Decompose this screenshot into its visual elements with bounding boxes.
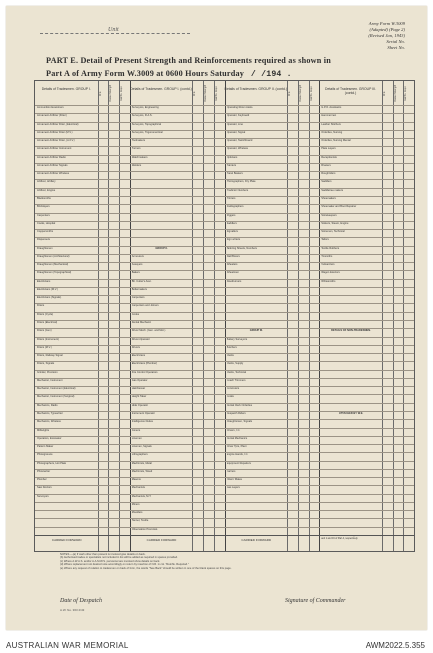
row-line <box>35 312 414 313</box>
trade-cell: Armament Artificer Fitter (M.V.) <box>37 130 73 134</box>
row-line <box>35 122 414 123</box>
trade-cell: Woodturners <box>226 279 242 283</box>
row-line <box>35 378 414 379</box>
row-line <box>35 403 414 404</box>
subcolumn-heading <box>393 81 404 106</box>
trade-cell: Bakers <box>131 271 140 275</box>
trade-cell: Draughtsmen (Mechanical) <box>37 263 69 267</box>
trade-cell: Welders <box>131 163 142 167</box>
trade-cell: Fitters (Electrical) <box>37 321 58 324</box>
column-divider <box>98 81 99 551</box>
row-line <box>35 229 414 230</box>
group-heading: Details of Tradesmen. GROUP I. (contd.) <box>130 81 193 106</box>
trade-cell: Mechanist, Instrument (Surgical) <box>37 395 75 399</box>
trade-cell: Draughtsmen (Architectural) <box>37 254 70 258</box>
column-divider <box>119 81 120 551</box>
trade-cell: Draughtsmen, Signals <box>226 420 253 424</box>
subcolumn-heading <box>192 81 203 106</box>
trade-cell: Battery Surveyors <box>226 337 248 341</box>
trade-cell: Painters <box>226 163 237 167</box>
subcolumn-label: Reinfts. Reqd. <box>309 85 313 101</box>
subcolumn-heading <box>403 81 414 106</box>
trade-cell: Operators, Excavator <box>37 436 62 440</box>
trade-cell: Driver Tpts, Plant <box>226 445 247 449</box>
trade-cell: Cooks <box>226 395 234 399</box>
trade-cell: Electricians (Plumber) <box>131 362 158 366</box>
trade-cell: Fire Control Operators <box>131 370 158 374</box>
trade-cell: Plate Layers <box>321 147 336 151</box>
title-line-1: PART E. Detail of Present Strength and Reinforcements required as shown in <box>46 56 332 65</box>
trade-cell: Carpenters <box>37 213 50 217</box>
trade-cell: Panel Beaters <box>226 172 243 176</box>
row-line <box>35 188 414 189</box>
trade-cell: Roughriders <box>321 172 336 176</box>
trade-cell: Toolmakers <box>131 139 146 143</box>
row-line <box>35 428 414 429</box>
row-line <box>35 394 414 395</box>
trade-cell: Armourers <box>131 254 144 258</box>
trade-cell: Textile Rubbers <box>321 246 340 250</box>
trade-cell: Bricklayers <box>37 205 50 209</box>
row-line <box>35 328 414 329</box>
trade-cell: Plumber <box>37 478 47 482</box>
trade-cell: Printers <box>226 196 236 200</box>
trade-cell: Clerks <box>226 354 234 358</box>
trade-cell: Machinists, Metal <box>131 461 152 465</box>
form-reference <box>325 21 405 51</box>
row-line <box>35 279 414 280</box>
image-footer <box>0 635 433 653</box>
trade-cell: GROUP II. <box>155 246 168 250</box>
row-line <box>35 163 414 164</box>
trade-cell: Tanner, Textile <box>131 519 149 523</box>
trade-cell: Fitters (Gun) <box>37 329 52 333</box>
trade-cell: Hammermen <box>321 114 337 118</box>
trade-cell: Electricians <box>131 354 146 358</box>
unit-line <box>40 33 190 34</box>
carried-forward-label: CARRIED FORWARD <box>241 539 272 542</box>
note-line: (b) Authorised trades or specialists not included in list will be added as required in spaces provided. <box>60 556 178 560</box>
subcolumn-label: Posted Strength <box>393 84 397 102</box>
trade-cell: Photowriter <box>37 469 51 473</box>
group-divider <box>225 81 226 551</box>
trade-cell: Tailors <box>321 238 329 242</box>
trade-cell: Ammunition Examiners <box>37 106 64 109</box>
trade-cell: Photogravure <box>37 453 53 457</box>
trade-cell: Machinists, Wood <box>131 469 153 473</box>
subcolumn-label: Posted Strength <box>298 84 302 102</box>
trade-cell: Armament Artificer (Fitter) <box>37 114 67 118</box>
subcolumn-label: W.E. <box>98 90 102 96</box>
column-divider <box>382 81 383 551</box>
row-line <box>35 502 414 503</box>
row-line <box>35 386 414 387</box>
trade-cell: Electricians <box>37 279 51 283</box>
trade-cell: GROUP III. <box>249 329 263 333</box>
trade-cell: Observation Post Asst. <box>131 527 158 531</box>
row-line <box>35 246 414 247</box>
form-line: Serial No. <box>386 39 405 44</box>
row-line <box>35 494 414 495</box>
trade-cell: Intelligence Duties <box>131 420 153 424</box>
column-divider <box>393 81 394 551</box>
column-divider <box>403 81 404 551</box>
carried-forward-label: Totals of columns marked * to agree with columns 4 and 7, and 1 and 16 of Part A, respectively. <box>321 535 381 540</box>
trade-cell: Despatch Riders <box>226 411 246 415</box>
trade-cell: Mechanics, Wireless <box>37 420 61 424</box>
trade-cell: Wall Borers <box>226 254 240 258</box>
trade-cell: ATTACHED BY W.E. <box>338 411 364 415</box>
trade-cell: Armament Artificer Instrument <box>37 147 72 151</box>
trade-cell: Mechanist, Instrument (Electrical) <box>37 387 76 391</box>
subcolumn-label: Reinfts. Reqd. <box>214 85 218 101</box>
row-line <box>35 436 414 437</box>
trade-cell: Mechanists <box>131 486 145 490</box>
trade-cell: Signallers <box>226 230 238 234</box>
trade-cell: Engine Hands, I.C. <box>226 453 249 457</box>
trade-cell: Fitters <box>37 304 45 308</box>
trade-cell: Operator, Wireless <box>226 147 248 151</box>
trade-cell: Electricians (M.V.) <box>37 287 58 291</box>
trade-cell: Tinsmiths <box>321 254 333 258</box>
trade-cell: Armament Artificer Signals <box>37 163 68 167</box>
group-divider <box>130 81 131 551</box>
trade-cell: Electricians (Signals) <box>37 296 62 300</box>
trade-cell: Fitters (Cycle) <box>37 312 54 316</box>
trade-cell: Armament Artificer Wireless <box>37 172 69 176</box>
subcolumn-label: Posted Strength <box>204 84 208 102</box>
subcolumn-heading <box>382 81 393 106</box>
trade-cell: Draughtsmen <box>37 246 53 250</box>
trade-cell: Wheelers <box>226 263 238 267</box>
carried-forward-label: CARRIED FORWARD <box>51 539 82 542</box>
note-line: (c) Where A.W.A.S. and/or A.A.M.W.S. personnel are involved show details on back. <box>60 559 161 563</box>
trade-cell: Linemen <box>131 436 142 440</box>
row-line <box>35 138 414 139</box>
column-divider <box>287 81 288 551</box>
trade-cell: Driver Mech. (Gen. and Mot.) <box>131 329 166 333</box>
group-divider <box>319 81 320 551</box>
trade-cell: Orderlies, Nursing <box>321 130 343 134</box>
trade-cell: Mechanics, Typewriter <box>37 411 63 415</box>
trade-cell: Turners <box>131 147 141 151</box>
subcolumn-heading <box>214 81 225 106</box>
row-line <box>35 337 414 338</box>
row-line <box>35 287 414 288</box>
trade-cell: Fitters, Railway Signal <box>37 354 63 358</box>
trade-cell: Saddletree makers <box>321 188 344 192</box>
trade-cell: Operating Room Assts. <box>226 106 254 109</box>
total-line <box>35 535 414 536</box>
group-heading: Details of Tradesmen. GROUP II. (contd.) <box>225 81 288 106</box>
trade-cell: Shoemakers <box>321 196 336 200</box>
column-divider <box>108 81 109 551</box>
trade-cell: Vulcanizers <box>321 263 335 267</box>
trade-cell: Cooks <box>131 312 140 316</box>
row-line <box>35 411 414 412</box>
trade-cell: Surveyors <box>37 494 49 498</box>
trade-cell: Tailoring Sheets, Numbers <box>226 246 257 250</box>
subcolumn-label: W.E. <box>288 90 292 96</box>
trade-cell: Saw Doctors <box>37 486 52 490</box>
trade-cell: Driver-Operator <box>131 337 150 341</box>
column-divider <box>309 81 310 551</box>
trade-cell: Surveyors, Engineering <box>131 106 159 109</box>
row-line <box>35 353 414 354</box>
trade-cell: Masons <box>131 478 141 482</box>
group-heading: Details of Tradesmen. GROUP I. <box>35 81 98 106</box>
trade-cell: Saddlers <box>226 221 237 225</box>
trade-cell: Fitters, Signals <box>37 362 55 366</box>
trade-cell: Stokers, Steam, Engine <box>321 221 349 225</box>
trade-cell: Artificer, Artillery <box>37 180 56 184</box>
row-line <box>35 345 414 346</box>
row-line <box>35 452 414 453</box>
row-line <box>35 303 414 304</box>
row-line <box>35 419 414 420</box>
trade-cell: Armament Artificer Fitter, (A.F.V.) <box>37 139 75 143</box>
trade-cell: G.P.O. Assistants <box>321 106 342 109</box>
trade-cell: Photographers, Hot Plate <box>37 461 67 465</box>
title-line-2: Part A of Army Form W.3009 at 0600 Hours Saturday / /194 . <box>46 69 292 79</box>
trade-cell: Joiners <box>131 428 141 432</box>
trade-cell: Carpenters and Joiners <box>131 304 159 308</box>
trade-cell: Drivers <box>131 345 140 349</box>
row-line <box>35 461 414 462</box>
trade-cell: Instrument Operator <box>131 411 155 415</box>
trade-cell: Armament Artificer Fitter, (Electrical) <box>37 122 79 126</box>
trade-cell: Operator, Keyboard <box>226 114 250 118</box>
trade-cell: Armament Artificer Radio <box>37 155 66 159</box>
row-line <box>35 179 414 180</box>
trade-cell: Concreters <box>226 387 240 391</box>
trade-cell: Surveyors, R.A.S. <box>131 114 153 118</box>
trade-cell: Blt. Cutter's Asst. <box>131 279 152 283</box>
subcolumn-heading <box>298 81 309 106</box>
subcolumn-heading <box>108 81 119 106</box>
accession-number: AWM2022.5.355 <box>365 641 425 650</box>
trade-cell: Watchmakers <box>131 155 148 159</box>
subcolumn-heading <box>309 81 320 106</box>
trade-cell: Dispensers <box>37 238 50 242</box>
trade-cell: Operator, Signal <box>226 130 246 134</box>
trade-cell: Shoemaker and Boot Repairer <box>321 205 357 209</box>
trade-cell: Miners <box>131 502 140 506</box>
trade-cell: Gas Operator <box>131 378 148 382</box>
trade-cell: Linemen, Signals <box>131 445 152 449</box>
trade-cell: Mechanists, M.T. <box>131 494 152 498</box>
trade-cell: Height Taker <box>131 395 147 399</box>
trade-cell: Hairdresser <box>131 387 146 391</box>
trade-cell: Coach Trimmers <box>226 378 246 382</box>
trade-cell: Butchers <box>226 345 237 349</box>
row-line <box>35 254 414 255</box>
subcolumn-label: W.E. <box>193 90 197 96</box>
subcolumn-heading <box>98 81 109 106</box>
row-line <box>35 221 414 222</box>
trade-cell: Millwrights <box>37 428 50 432</box>
trade-cell: Hide Operator <box>131 403 149 407</box>
signature-label: Signature of Commander <box>285 598 346 604</box>
column-divider <box>298 81 299 551</box>
row-line <box>35 130 414 131</box>
trade-cell: Storemen, Technical <box>321 230 345 234</box>
row-line <box>35 444 414 445</box>
title-year: / /194 . <box>250 70 292 79</box>
trade-cell: Carpenters <box>131 296 145 300</box>
row-line <box>35 320 414 321</box>
trade-cell: Assayers <box>131 263 143 267</box>
trade-cell: Whitesmiths <box>321 279 336 283</box>
note-line: (e) Where any request of relation to tradesmen on back of form, the words "See Back" should be written in one of the blank spaces on this page. <box>60 566 232 570</box>
row-line <box>35 270 414 271</box>
notes-block <box>60 553 390 570</box>
row-line <box>35 213 414 214</box>
subcolumn-label: Reinfts. Reqd. <box>120 85 123 101</box>
trade-cell: Equipment Repairers <box>226 461 251 465</box>
trade-cell: Clerks, Supply <box>226 362 244 366</box>
trade-cell: Dental Mechanics <box>226 436 248 440</box>
trade-cell: Draughtsmen (Topographical) <box>37 271 72 275</box>
trade-cell: Leather Stitchers <box>321 122 341 126</box>
subcolumn-label: Reinfts. Reqd. <box>404 85 408 101</box>
row-line <box>35 262 414 263</box>
trade-cell: Wheelmen <box>226 271 239 275</box>
trade-cell: Receptionists <box>321 155 337 159</box>
trade-cell: Riggers <box>226 213 236 217</box>
row-line <box>35 485 414 486</box>
row-line <box>35 113 414 114</box>
row-line <box>35 510 414 511</box>
column-divider <box>203 81 204 551</box>
form-line: (Revised Jan, 1943) <box>368 33 405 38</box>
trade-cell: Farriers <box>226 469 236 473</box>
subcolumn-label: W.E. <box>382 90 386 96</box>
note-line: NOTES.—(a) If cash other than present is involved give details on back. <box>60 553 146 556</box>
trade-cell: Sign writers <box>226 238 241 242</box>
row-line <box>35 237 414 238</box>
trade-cell: Mechanics, Radio <box>37 403 58 407</box>
trade-cell: Gas Layers <box>226 486 240 490</box>
trade-cell: Riveters <box>321 163 331 167</box>
row-line <box>35 469 414 470</box>
row-line <box>35 527 414 528</box>
trade-cell: Opticians <box>226 155 238 159</box>
row-line <box>35 204 414 205</box>
subcolumn-heading <box>119 81 130 106</box>
trade-cell: Saddlers <box>321 180 332 184</box>
trade-cell: Surveyors, Topographical <box>131 122 161 126</box>
trade-cell: Lithographers <box>131 453 148 457</box>
trade-cell: Wagon Erectors <box>321 271 340 275</box>
trade-cell: Photographers, Dry Plate <box>226 180 256 184</box>
subcolumn-heading <box>287 81 298 106</box>
unit-label: Unit <box>108 27 119 33</box>
trade-cell: Coppersmiths <box>37 230 54 234</box>
subcolumn-label: Posted Strength <box>109 84 113 102</box>
row-line <box>35 370 414 371</box>
row-line <box>35 361 414 362</box>
trade-cell: Operator, Switchboard <box>226 139 253 143</box>
note-line: (d) Where replacement not desired note accordingly on return by insertion of N.R. in col. "Reinfts. Required." <box>60 563 189 567</box>
strength-table <box>34 80 415 552</box>
page-title <box>46 54 396 81</box>
trade-cell: Fitters (M.V.) <box>37 345 52 349</box>
trade-cell: Storekeepers <box>321 213 337 217</box>
row-line <box>35 196 414 197</box>
trade-cell: Fitters (Instrument) <box>37 337 59 341</box>
trade-cell: Surveyors, Trigonometrical <box>131 130 163 134</box>
row-line <box>35 155 414 156</box>
trade-cell: Radiographers <box>226 205 244 209</box>
trade-cell: Grinder, Precision <box>37 370 58 374</box>
column-divider <box>192 81 193 551</box>
trade-cell: Dental Mechanic <box>131 321 152 324</box>
column-divider <box>214 81 215 551</box>
trade-cell: Operator, Line <box>226 122 243 126</box>
trade-cell: Boilermakers <box>131 287 147 291</box>
trade-cell: Pattern Maker <box>37 445 54 449</box>
trade-cell: Blacksmiths <box>37 196 51 200</box>
row-line <box>35 146 414 147</box>
trade-cell: Clerks, Technical <box>226 370 247 374</box>
trade-cell: Dental Clerk Orderlies <box>226 403 253 407</box>
trade-cell: DETAILS OF NON-TRADESMEN. <box>331 329 371 333</box>
carried-forward-label: CARRIED FORWARD <box>146 539 177 542</box>
institution-name: AUSTRALIAN WAR MEMORIAL <box>6 641 129 650</box>
form-line: (Adapted) (Page 2) <box>369 27 405 32</box>
trade-cell: Artificer, Engine <box>37 188 56 192</box>
trade-cell: Fitters' Mates <box>226 478 242 482</box>
date-of-despatch-label: Date of Despatch <box>60 598 102 604</box>
row-line <box>35 477 414 478</box>
trade-cell: Predictor Numbers <box>226 188 249 192</box>
form-line: Sheet No. <box>387 45 405 50</box>
subcolumn-heading <box>203 81 214 106</box>
form-line: Army Form W.3009 <box>368 21 405 26</box>
trade-cell: Drivers, I.C. <box>226 428 241 432</box>
trade-cell: Cooks, Hospital <box>37 221 56 225</box>
row-line <box>35 171 414 172</box>
print-reference: A.W. No. 363 2/43 <box>60 608 85 612</box>
row-line <box>35 105 414 106</box>
row-line <box>35 295 414 296</box>
trade-cell: Mechanist, Instrument <box>37 378 63 382</box>
trade-cell: Orderlies, Nursing Mental <box>321 139 351 143</box>
trade-cell: Moulders <box>131 511 143 515</box>
group-heading: Details of Tradesmen. GROUP III. (contd.) <box>319 81 382 106</box>
row-line <box>35 518 414 519</box>
